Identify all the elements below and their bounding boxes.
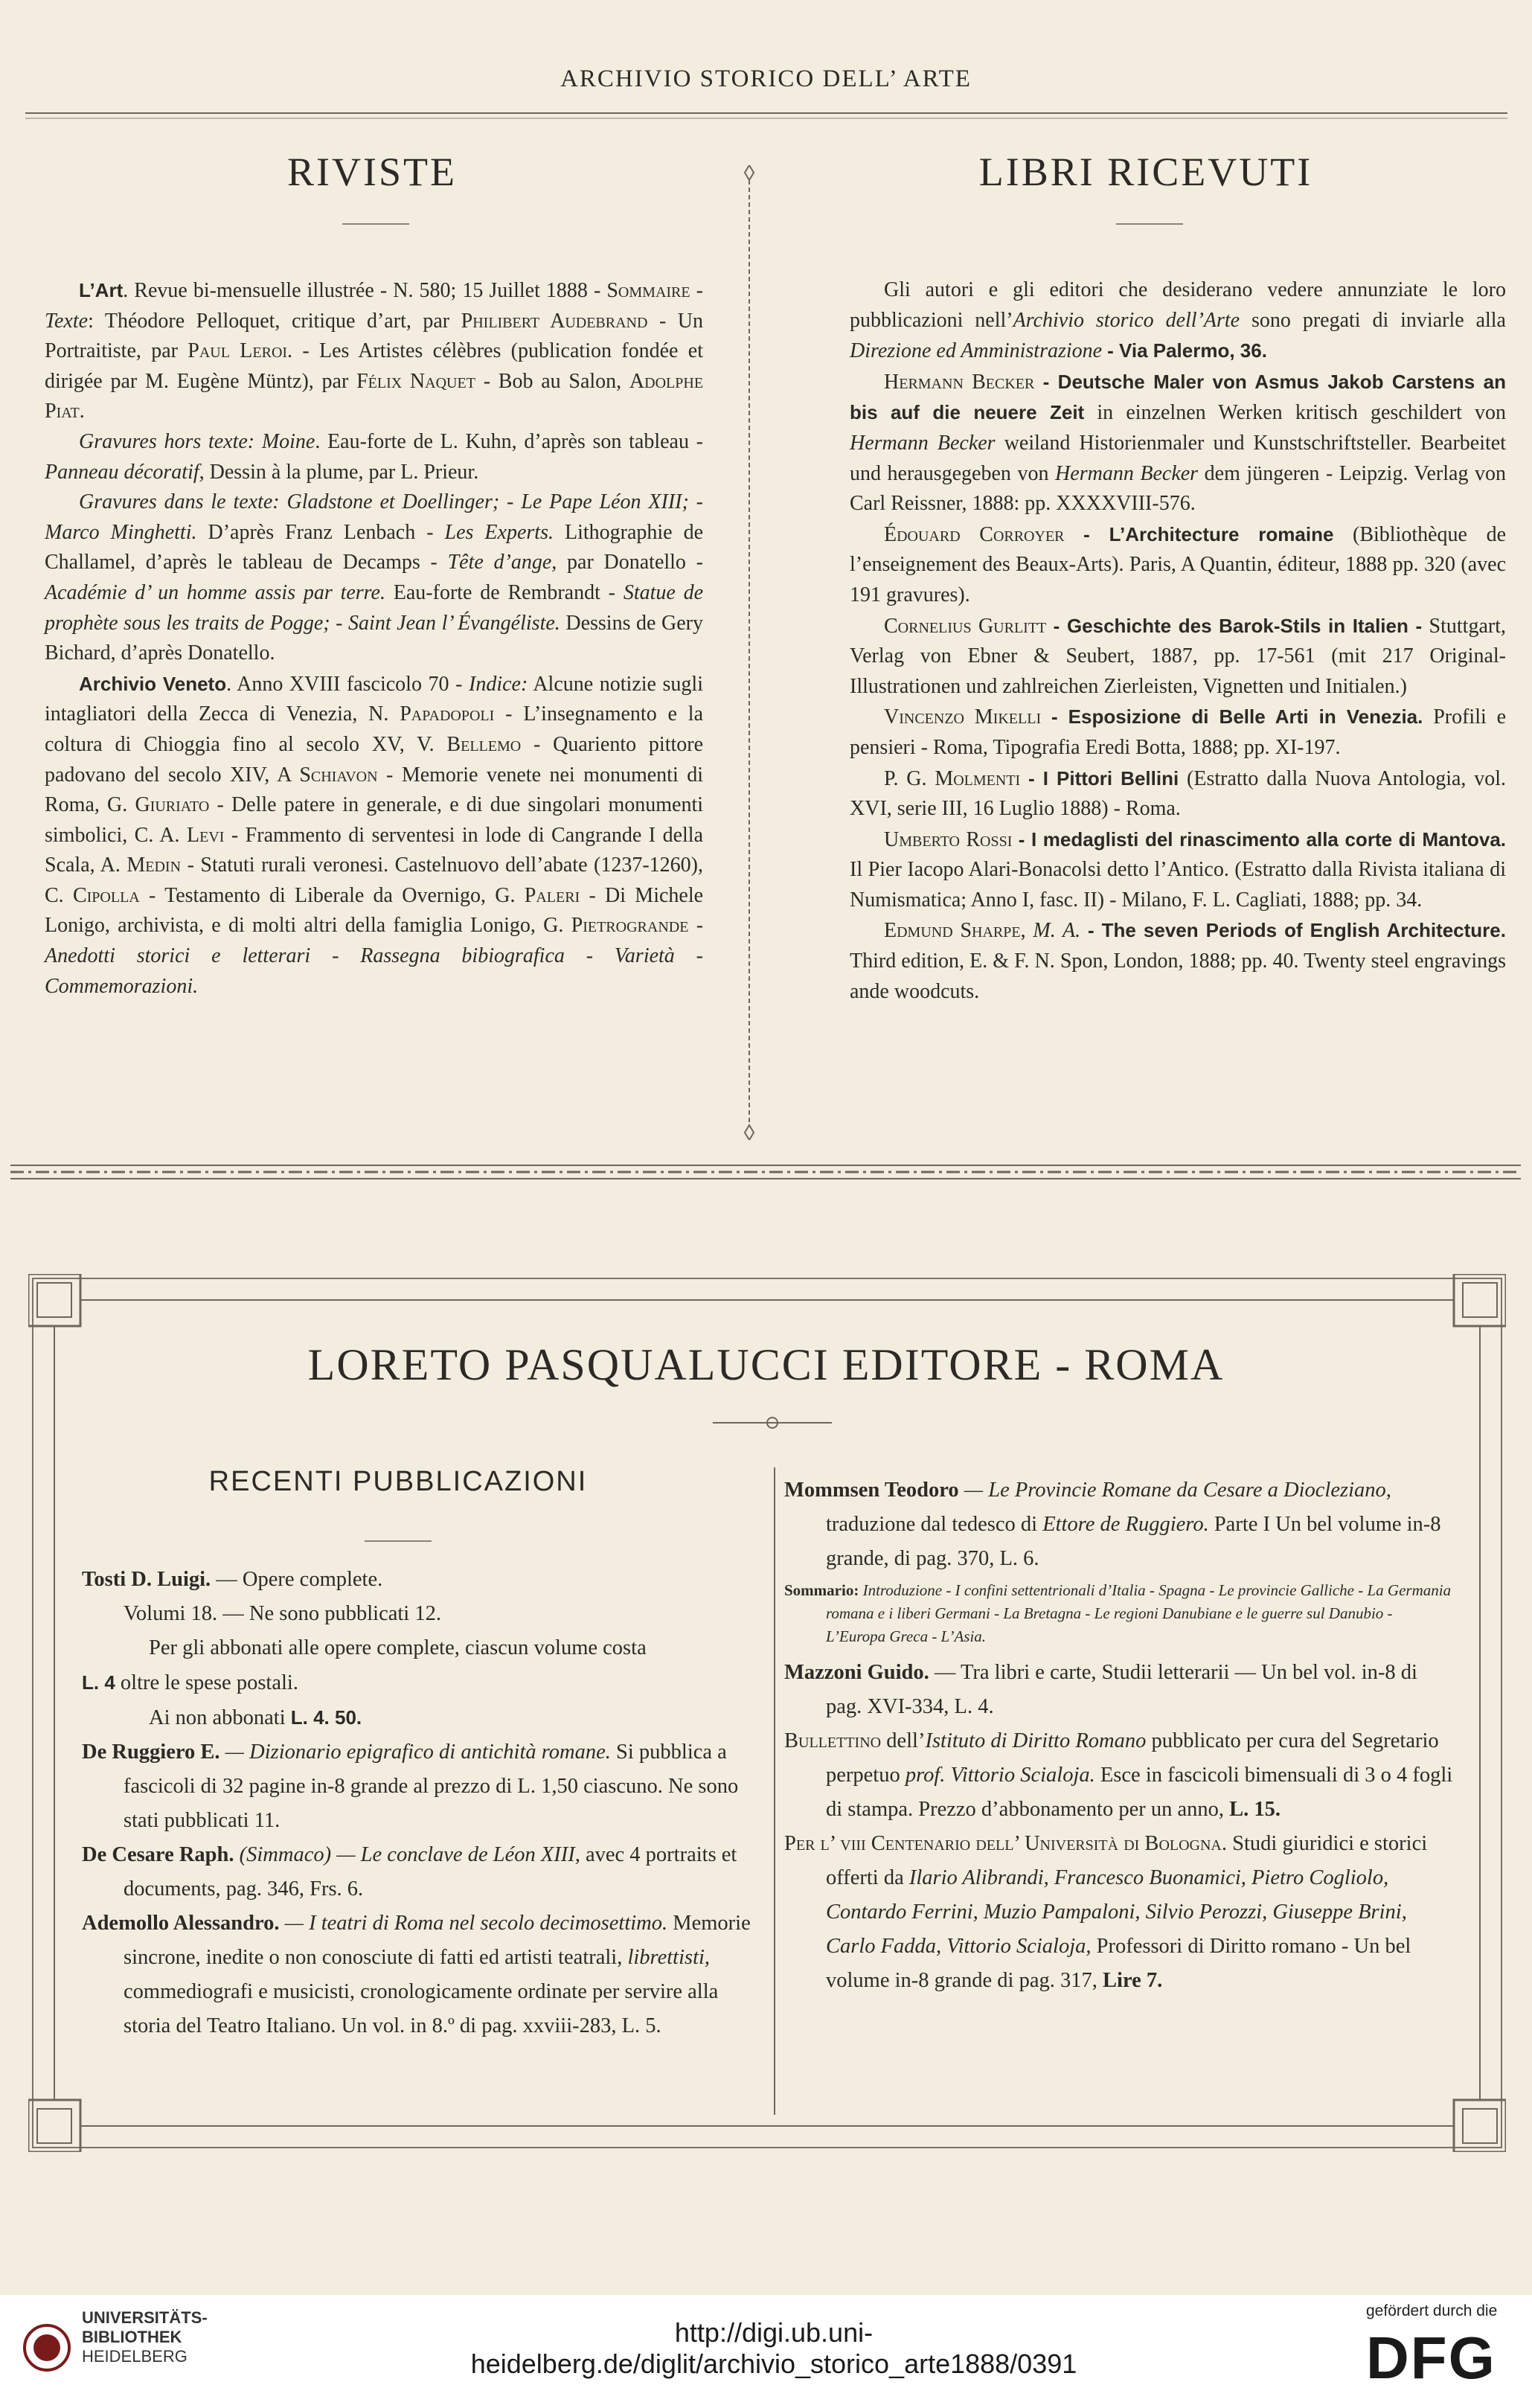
centenario-italic: Ilario Alibrandi, Francesco Buonamici, Pietro Cogliolo, Contardo Ferrini, Muzio Pampaloni, Silvio Perozzi, Giuseppe Brini, Carlo Fadda, Vittorio Scialoja,: [826, 1866, 1407, 1958]
veneto-line3: - L’insegnamento e la coltura di Chioggia fino al secolo XV, V.: [45, 702, 704, 756]
ademollo-r1: Memorie sincrone, inedite o non conosciute di fatti ed artisti teatrali,: [124, 1912, 751, 1969]
libri-title-rule: [1116, 223, 1183, 225]
tosti-l2: Volumi 18. — Ne sono pubblicati 12.: [124, 1602, 441, 1625]
recenti-rule: [365, 1540, 432, 1542]
intro-italic2: Direzione ed Amministrazione: [850, 339, 1103, 363]
ademollo-italic: — I teatri di Roma nel secolo decimosettimo.: [284, 1912, 668, 1935]
university-library-logo: [82, 2308, 208, 2366]
libri-entry-molmenti: [850, 763, 1506, 824]
e7-author: Edmund Sharpe,: [884, 919, 1026, 943]
mommsen-r1: traduzione dal tedesco di: [826, 1513, 1038, 1536]
bullettino-italic2: prof. Vittorio Scialoja.: [905, 1764, 1095, 1787]
intro-address: - Via Palermo, 36.: [1107, 339, 1267, 362]
riviste-title-rule: [342, 223, 409, 225]
mazzoni-name: Mazzoni Guido.: [784, 1661, 929, 1684]
mommsen-r2: Parte I Un bel volume in-8 grande, di pag. 370, L. 6.: [826, 1513, 1441, 1570]
bullettino-r3: Esce in fascicoli bimensuali di 3 o 4 fogli di stampa. Prezzo d’abbonamento per un anno,: [826, 1764, 1453, 1821]
veneto-anedotti: Anedotti storici e letterari - Rassegna bibiografica - Varietà - Commemorazioni.: [45, 944, 703, 998]
mommsen-italic2: Ettore de Ruggiero.: [1042, 1513, 1209, 1536]
lart-line6: .: [79, 400, 85, 423]
uni-line1: UNIVERSITÄTS-: [82, 2308, 208, 2327]
ademollo-name: Ademollo Alessandro.: [82, 1912, 280, 1935]
academie-rest: Eau-forte de Rembrandt -: [393, 580, 616, 604]
tete: Tête d’ange,: [447, 551, 557, 574]
e3-title: - Geschichte des Barok-Stils in Italien -: [1053, 614, 1423, 637]
e6-rest: Il Pier Iacopo Alari-Bonacolsi detto l’Antico. (Estratto dalla Rivista italiana di Numismatica; Anno I, fasc. II) - Milano, F. L. Cagliati, 1888; pp. 34.: [850, 858, 1506, 912]
lart-texte: Texte: [45, 309, 89, 333]
bullettino-r1: dell’: [886, 1729, 926, 1752]
e5-author: P. G. Molmenti: [884, 766, 1021, 790]
e2-title: - L’Architecture romaine: [1083, 522, 1334, 545]
libri-entry-sharpe: [850, 915, 1506, 1007]
veneto-line1: . Anno XVIII fascicolo 70 -: [226, 672, 463, 696]
riviste-column: [45, 275, 703, 1002]
funding-label: gefördert durch die: [1366, 2302, 1498, 2319]
experts: Les Experts.: [444, 520, 554, 544]
ad-bullettino: [784, 1724, 1454, 1827]
veneto-line4: - Quariento pittore padovano del secolo XIV, A: [45, 732, 704, 787]
tosti-title: — Opere complete.: [216, 1568, 383, 1591]
libri-entry-becker: [850, 367, 1506, 519]
bullettino-price: L. 15.: [1229, 1798, 1281, 1821]
ad-mommsen: [784, 1473, 1454, 1576]
bullettino-r2: pubblicato per cura del Segretario perpetuo: [826, 1729, 1439, 1787]
lart-author2: Paul Leroi: [188, 339, 288, 363]
mommsen-sommario: [784, 1579, 1454, 1648]
ademollo-italic2: librettisti,: [627, 1946, 711, 1969]
lart-entry: L’Art. Revue bi-mensuelle illustrée - N. 580; 15 Juillet 1888 - Sommaire - Texte: Théodore Pelloquet, critique d’art, par Philibert Audebrand - Un Portraitiste, par Paul Leroi. - Les Artistes célèbres (publication fondée et dirigée par M. Eugène Müntz), par Félix Naquet - Bob au Salon, Adolphe Piat.: [45, 279, 704, 423]
libri-entry-corroyer: [850, 519, 1506, 611]
statue: Statue de prophète sous les traits de Pogge; - Saint Jean l’ Évangéliste.: [45, 580, 704, 635]
mommsen-name: Mommsen Teodoro: [784, 1479, 959, 1502]
e4-author: Vincenzo Mikelli: [884, 705, 1042, 729]
lart-line2: : Théodore Pelloquet, critique d’art, par: [88, 309, 450, 333]
e1-r3: dem jüngeren - Leipzig. Verlag von Carl Reissner, 1888: pp. XXXXVIII-576.: [850, 461, 1507, 516]
source-url-link[interactable]: http://digi.ub.uni-heidelberg.de/diglit/archivio_storico_arte1888/0391: [470, 2317, 1077, 2379]
footer-bar: [0, 2295, 1532, 2408]
e4-title: - Esposizione di Belle Arti in Venezia.: [1051, 705, 1423, 729]
lart-sommaire: Sommaire: [606, 279, 690, 302]
veneto-line11: -: [696, 914, 704, 938]
veneto-indice: Indice:: [469, 672, 528, 696]
e1-author: Hermann Becker: [884, 370, 1035, 394]
ad-tosti: [82, 1563, 751, 1735]
mazzoni-rest: — Tra libri e carte, Studii letterarii — Un bel vol. in-8 di pag. XVI-334, L. 4.: [826, 1661, 1417, 1718]
e6-author: Umberto Rossi: [884, 827, 1013, 851]
ad-centenario: [784, 1827, 1454, 1998]
lart-author4: Adolphe Piat: [45, 369, 704, 423]
tosti-name: Tosti D. Luigi.: [82, 1568, 211, 1591]
libri-intro: [850, 275, 1506, 367]
e7-rest: Third edition, E. & F. N. Spon, London, 1888; pp. 40. Twenty steel engravings ande woodcuts.: [850, 950, 1506, 1003]
libri-title: LIBRI RICEVUTI: [978, 150, 1313, 194]
sommario-text: Introduzione - I confini settentrionali d’Italia - Spagna - Le provincie Galliche - La Germania romana e i liberi Germani - La Bretagna - Le regioni Danubiane e le guerre sul Danubio - L’Europa Greca - L’Asia.: [826, 1581, 1452, 1645]
libri-entry-rossi: [850, 824, 1506, 916]
ruggiero-rest: Si pubblica a fascicoli di 32 pagine in-8 grande al prezzo di L. 1,50 ciascuno. Ne sono stati pubblicati 11.: [124, 1741, 739, 1832]
intro2: sono pregati di inviarle alla: [1251, 308, 1506, 332]
veneto-name: Archivio Veneto: [79, 672, 227, 695]
veneto-line2: Alcune notizie sugli intagliatori della Zecca di Venezia, N.: [45, 672, 703, 726]
e5-rest: (Estratto dalla Nuova Antologia, vol. XVI, serie III, 16 Luglio 1888) - Roma.: [850, 766, 1507, 821]
e2-author: Édouard Corroyer: [884, 522, 1065, 546]
veneto-line6: - Delle patere in generale, e di due singolari monumenti simbolici, C. A.: [45, 793, 704, 847]
e1-it2: Hermann Becker: [1055, 461, 1199, 485]
tosti-l4b: oltre le spese postali.: [120, 1671, 298, 1694]
intro1: Gli autori e gli editori che desiderano vedere annunziate le loro pubblicazioni nell’: [850, 278, 1506, 332]
column-divider-ornament: [743, 165, 756, 1140]
veneto-a1: Papadopoli: [400, 702, 495, 726]
lart-line5: - Bob au Salon,: [483, 369, 622, 393]
intro-italic: Archivio storico dell’Arte: [1013, 308, 1240, 332]
e6-title: - I medaglisti del rinascimento alla corte di Mantova.: [1018, 827, 1507, 851]
veneto-line7: - Frammento di serventesi in lode di Cangrande I della Scala, A.: [45, 823, 704, 877]
veneto-a9: Pietrogrande: [571, 914, 689, 938]
ad-mazzoni: [784, 1656, 1454, 1724]
running-header: ARCHIVIO STORICO DELL’ ARTE: [560, 65, 972, 92]
e1-it1: Hermann Becker: [850, 431, 996, 455]
cesare-rest: avec 4 portraits et documents, pag. 346, Frs. 6.: [124, 1843, 737, 1901]
lart-gravures-hors: [45, 427, 703, 487]
riviste-title: RIVISTE: [287, 150, 457, 194]
university-seal-icon: [22, 2314, 71, 2381]
lart-gravures-dans: [45, 487, 703, 669]
veneto-a2: Bellemo: [446, 732, 522, 756]
veneto-a6: Medin: [126, 854, 182, 877]
e1-r1: in einzelnen Werken kritisch geschildert von: [1097, 401, 1507, 425]
cesare-name: De Cesare Raph.: [82, 1843, 234, 1866]
e7-italic: M. A.: [1033, 919, 1081, 943]
panneau-rest: Dessin à la plume, par L. Prieur.: [209, 460, 479, 484]
libri-entry-gurlitt: [850, 611, 1506, 702]
lart-author1: Philibert Audebrand: [461, 309, 648, 333]
grav-dans-rest: D’après Franz Lenbach -: [208, 520, 434, 544]
veneto-a7: Cipolla: [72, 883, 140, 907]
libri-entry-mikelli: [850, 702, 1506, 763]
bullettino-italic: Istituto di Diritto Romano: [925, 1729, 1147, 1752]
e7-title: - The seven Periods of English Architecture.: [1087, 919, 1506, 942]
veneto-a8: Paleri: [524, 883, 580, 907]
ad-cesare: [82, 1838, 751, 1906]
statue-rest: Dessins de Gery Bichard, d’après Donatello.: [45, 611, 703, 665]
veneto-entry: [45, 669, 703, 1002]
centenario-r2: Professori di Diritto romano - Un bel volume in-8 grande di pag. 317,: [826, 1935, 1411, 1992]
tosti-l5b: L. 4. 50.: [290, 1706, 362, 1729]
sommario-label: Sommario:: [784, 1581, 859, 1599]
veneto-a5: Levi: [186, 823, 225, 847]
ad-left-column: [82, 1563, 751, 2043]
ad-right-column: [784, 1473, 1454, 1998]
e3-rest: Stuttgart, Verlag von Ebner & Seubert, 1887, pp. 17-561 (mit 217 Original-Illustrationen und zahlreichen Zierleisten, Vignetten und Initialen.): [850, 614, 1506, 698]
e2-rest: (Bibliothèque de l’enseignement des Beaux-Arts). Paris, A Quantin, éditeur, 1888 pp. 320 (avec 191 gravures).: [850, 522, 1507, 606]
e1-r2: weiland Historienmaler und Kunstschriftsteller. Bearbeitet und herausgegeben von: [850, 431, 1506, 485]
academie: Académie d’ un homme assis par terre.: [45, 580, 385, 604]
bullettino-name: Bullettino: [784, 1729, 882, 1752]
e3-author: Cornelius Gurlitt: [884, 614, 1047, 638]
veneto-line8: - Statuti rurali veronesi. Castelnuovo dell’abate (1237-1260), C.: [45, 854, 704, 907]
veneto-line5: - Memorie venete nei monumenti di Roma, G.: [45, 763, 703, 817]
veneto-line10: - Di Michele Lonigo, archivista, e di molti altri della famiglia Lonigo, G.: [45, 883, 704, 938]
libri-column: [850, 275, 1506, 1007]
lart-name: L’Art: [79, 279, 124, 301]
dfg-logo: DFG: [1366, 2325, 1496, 2391]
section-divider-band: [10, 1161, 1521, 1183]
panneau: Panneau décoratif,: [45, 460, 205, 484]
lart-line1: . Revue bi-mensuelle illustrée - N. 580; 15 Juillet 1888 -: [123, 279, 601, 302]
tosti-l4a: L. 4: [82, 1671, 115, 1694]
tete-rest: par Donatello -: [567, 551, 703, 574]
ad-ademollo: [82, 1906, 751, 2043]
experts-rest: Lithographie de Challamel, d’après le tableau de Decamps -: [45, 520, 704, 574]
header-double-rule: [25, 112, 1507, 121]
uni-line3: HEIDELBERG: [82, 2347, 188, 2366]
ruggiero-name: De Ruggiero E.: [82, 1741, 220, 1764]
e4-rest: Profili e pensieri - Roma, Tipografia Eredi Botta, 1888; pp. XI-197.: [850, 705, 1507, 759]
uni-line2: BIBLIOTHEK: [82, 2328, 182, 2346]
lart-line4: . - Les Artistes célèbres (publication fondée et dirigée par M. Eugène Müntz), par: [45, 339, 703, 393]
publisher-title: LORETO PASQUALUCCI EDITORE - ROMA: [307, 1340, 1225, 1389]
grav-dans: Gravures dans le texte: Gladstone et Doellinger; - Le Pape Léon XIII; - Marco Minghetti.: [45, 490, 703, 544]
centenario-r1: Studi giuridici e storici offerti da: [826, 1832, 1428, 1889]
tosti-l3: Per gli abbonati alle opere complete, ciascun volume costa: [149, 1636, 647, 1659]
ruggiero-italic: — Dizionario epigrafico di antichità romane.: [225, 1741, 611, 1764]
veneto-line9: - Testamento di Liberale da Overnigo, G.: [149, 883, 516, 907]
lart-line3: - Un Portraitiste, par: [45, 309, 704, 363]
mommsen-italic: — Le Provincie Romane da Cesare a Diocleziano,: [964, 1479, 1391, 1502]
centenario-price: Lire 7.: [1103, 1969, 1163, 1992]
veneto-a4: Giuriato: [135, 793, 210, 817]
lart-author3: Félix Naquet: [356, 369, 475, 393]
tosti-l5a: Ai non abbonati: [149, 1706, 286, 1729]
veneto-a3: Schiavon: [299, 763, 378, 787]
e5-title: - I Pittori Bellini: [1028, 766, 1179, 790]
ad-ruggiero: [82, 1735, 751, 1838]
centenario-title: Per l’ viii Centenario dell’ Università di Bologna.: [784, 1832, 1228, 1855]
cesare-italic: (Simmaco) — Le conclave de Léon XIII,: [239, 1843, 580, 1866]
grav-hors-rest: . Eau-forte de L. Kuhn, d’après son tableau -: [315, 429, 703, 453]
grav-hors: Gravures hors texte: Moine: [79, 429, 315, 453]
e1-title: - Deutsche Maler von Asmus Jakob Carstens an bis auf die neuere Zeit: [850, 370, 1506, 424]
recenti-heading: RECENTI PUBBLICAZIONI: [208, 1466, 588, 1497]
ademollo-r2: commediografi e musicisti, cronologicamente ordinate per servire alla storia del Teatro Italiano. Un vol. in 8.º di pag. xxviii-283, L. 5.: [124, 1980, 719, 2037]
